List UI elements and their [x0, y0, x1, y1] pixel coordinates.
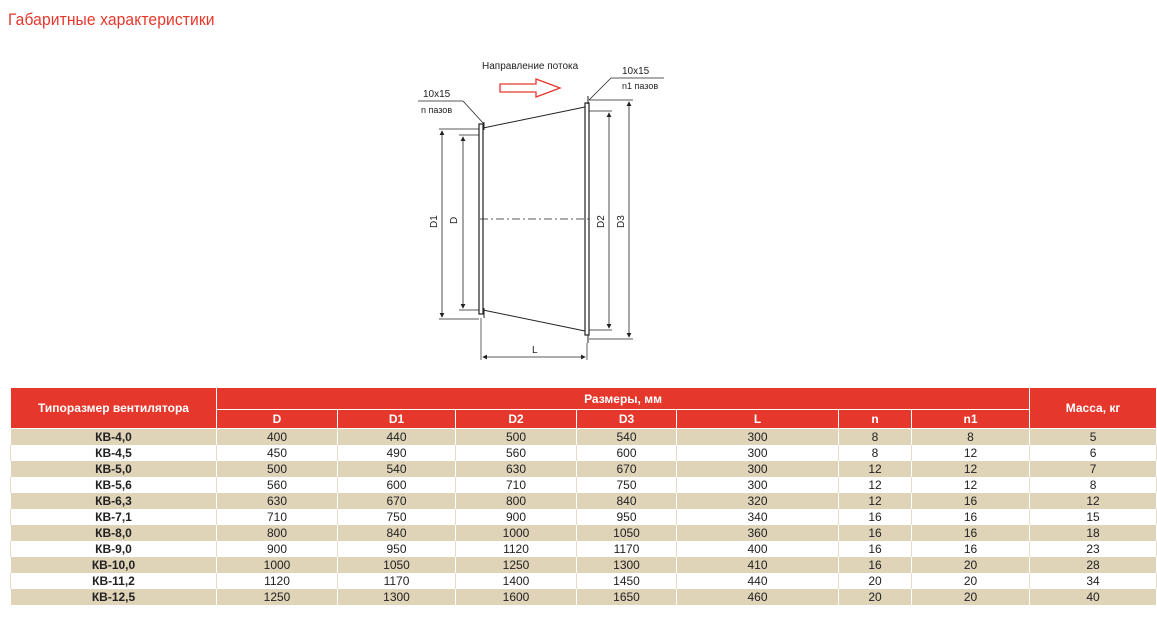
table-cell: 20: [839, 573, 912, 589]
table-cell: 670: [338, 493, 456, 509]
header-model: Типоразмер вентилятора: [11, 388, 217, 429]
table-cell: 400: [217, 429, 338, 446]
table-cell: 20: [912, 573, 1030, 589]
table-cell: 600: [577, 445, 677, 461]
table-cell: 320: [677, 493, 839, 509]
table-cell: 16: [912, 541, 1030, 557]
table-cell: 1120: [217, 573, 338, 589]
table-cell: 16: [912, 509, 1030, 525]
table-cell: 710: [456, 477, 577, 493]
table-row: [11, 445, 1157, 461]
table-cell: 800: [217, 525, 338, 541]
column-header: D1: [338, 410, 456, 429]
table-cell: 750: [338, 509, 456, 525]
table-cell: 900: [217, 541, 338, 557]
table-cell: 500: [456, 429, 577, 446]
table-cell: 1250: [217, 589, 338, 605]
table-row: [11, 429, 1157, 446]
table-cell: 28: [1030, 557, 1157, 573]
table-cell: 8: [839, 429, 912, 446]
table-cell: 440: [677, 573, 839, 589]
column-header: D2: [456, 410, 577, 429]
dimensions-table: [10, 387, 1157, 605]
table-cell: 1170: [577, 541, 677, 557]
left-hole-count: n пазов: [421, 105, 453, 115]
table-cell: 300: [677, 461, 839, 477]
table-cell: 630: [456, 461, 577, 477]
page-title: Габаритные характеристики: [8, 10, 215, 29]
model-cell: КВ-4,0: [11, 429, 217, 446]
table-cell: 1450: [577, 573, 677, 589]
table-cell: 1050: [577, 525, 677, 541]
table-cell: 7: [1030, 461, 1157, 477]
table-cell: 670: [577, 461, 677, 477]
table-cell: 710: [217, 509, 338, 525]
dim-d1-label: D1: [429, 215, 440, 228]
table-cell: 460: [677, 589, 839, 605]
table-cell: 1400: [456, 573, 577, 589]
table-cell: 1600: [456, 589, 577, 605]
table-cell: 20: [912, 589, 1030, 605]
table-cell: 16: [839, 509, 912, 525]
header-mass: Масса, кг: [1030, 388, 1157, 429]
table-cell: 440: [338, 429, 456, 446]
table-cell: 560: [456, 445, 577, 461]
table-cell: 300: [677, 477, 839, 493]
table-cell: 500: [217, 461, 338, 477]
model-cell: КВ-12,5: [11, 589, 217, 605]
column-header: D3: [577, 410, 677, 429]
column-header: n: [839, 410, 912, 429]
table-cell: 950: [338, 541, 456, 557]
right-hole-count: n1 пазов: [622, 81, 659, 91]
table-cell: 900: [456, 509, 577, 525]
table-cell: 8: [1030, 477, 1157, 493]
table-cell: 540: [338, 461, 456, 477]
table-cell: 300: [677, 429, 839, 446]
model-cell: КВ-4,5: [11, 445, 217, 461]
table-cell: 840: [338, 525, 456, 541]
table-row: [11, 509, 1157, 525]
table-cell: 5: [1030, 429, 1157, 446]
table-cell: 12: [1030, 493, 1157, 509]
table-cell: 1000: [456, 525, 577, 541]
table-cell: 12: [839, 477, 912, 493]
table-cell: 600: [338, 477, 456, 493]
table-cell: 540: [577, 429, 677, 446]
table-row: [11, 573, 1157, 589]
table-cell: 630: [217, 493, 338, 509]
table-row: [11, 541, 1157, 557]
dim-l-label: L: [532, 345, 538, 356]
table-cell: 15: [1030, 509, 1157, 525]
table-cell: 40: [1030, 589, 1157, 605]
dim-d2-label: D2: [596, 215, 607, 228]
table-row: [11, 557, 1157, 573]
right-hole-size: 10x15: [622, 66, 650, 77]
table-cell: 300: [677, 445, 839, 461]
column-header: L: [677, 410, 839, 429]
table-cell: 16: [912, 493, 1030, 509]
table-cell: 20: [912, 557, 1030, 573]
table-cell: 450: [217, 445, 338, 461]
model-cell: КВ-10,0: [11, 557, 217, 573]
table-row: [11, 477, 1157, 493]
table-cell: 16: [912, 525, 1030, 541]
table-cell: 950: [577, 509, 677, 525]
model-cell: КВ-5,6: [11, 477, 217, 493]
table-cell: 8: [839, 445, 912, 461]
table-cell: 340: [677, 509, 839, 525]
table-cell: 6: [1030, 445, 1157, 461]
table-cell: 360: [677, 525, 839, 541]
table-cell: 1120: [456, 541, 577, 557]
header-sizes: Размеры, мм: [217, 388, 1030, 410]
table-cell: 1000: [217, 557, 338, 573]
table-cell: 16: [839, 557, 912, 573]
table-cell: 16: [839, 541, 912, 557]
table-cell: 16: [839, 525, 912, 541]
model-cell: КВ-6,3: [11, 493, 217, 509]
table-cell: 20: [839, 589, 912, 605]
column-header: D: [217, 410, 338, 429]
flow-arrow-icon: [500, 79, 560, 97]
table-row: [11, 525, 1157, 541]
table-cell: 12: [912, 477, 1030, 493]
table-cell: 12: [912, 445, 1030, 461]
table-cell: 1050: [338, 557, 456, 573]
model-cell: КВ-9,0: [11, 541, 217, 557]
table-cell: 12: [839, 461, 912, 477]
table-cell: 1300: [338, 589, 456, 605]
table-cell: 750: [577, 477, 677, 493]
table-row: [11, 493, 1157, 509]
flow-direction-label: Направление потока: [482, 61, 579, 72]
table-cell: 840: [577, 493, 677, 509]
dim-d-label: D: [449, 216, 460, 224]
table-cell: 490: [338, 445, 456, 461]
table-cell: 1300: [577, 557, 677, 573]
table-cell: 12: [912, 461, 1030, 477]
dim-d3-label: D3: [616, 215, 627, 228]
table-cell: 8: [912, 429, 1030, 446]
table-cell: 1170: [338, 573, 456, 589]
table-cell: 400: [677, 541, 839, 557]
table-cell: 12: [839, 493, 912, 509]
table-cell: 34: [1030, 573, 1157, 589]
table-cell: 410: [677, 557, 839, 573]
table-row: [11, 461, 1157, 477]
table-row: [11, 589, 1157, 605]
model-cell: КВ-11,2: [11, 573, 217, 589]
table-cell: 1250: [456, 557, 577, 573]
column-header: n1: [912, 410, 1030, 429]
table-cell: 1650: [577, 589, 677, 605]
table-cell: 23: [1030, 541, 1157, 557]
table-cell: 560: [217, 477, 338, 493]
table-cell: 800: [456, 493, 577, 509]
table-cell: 18: [1030, 525, 1157, 541]
model-cell: КВ-7,1: [11, 509, 217, 525]
left-hole-size: 10x15: [423, 89, 451, 100]
model-cell: КВ-8,0: [11, 525, 217, 541]
model-cell: КВ-5,0: [11, 461, 217, 477]
